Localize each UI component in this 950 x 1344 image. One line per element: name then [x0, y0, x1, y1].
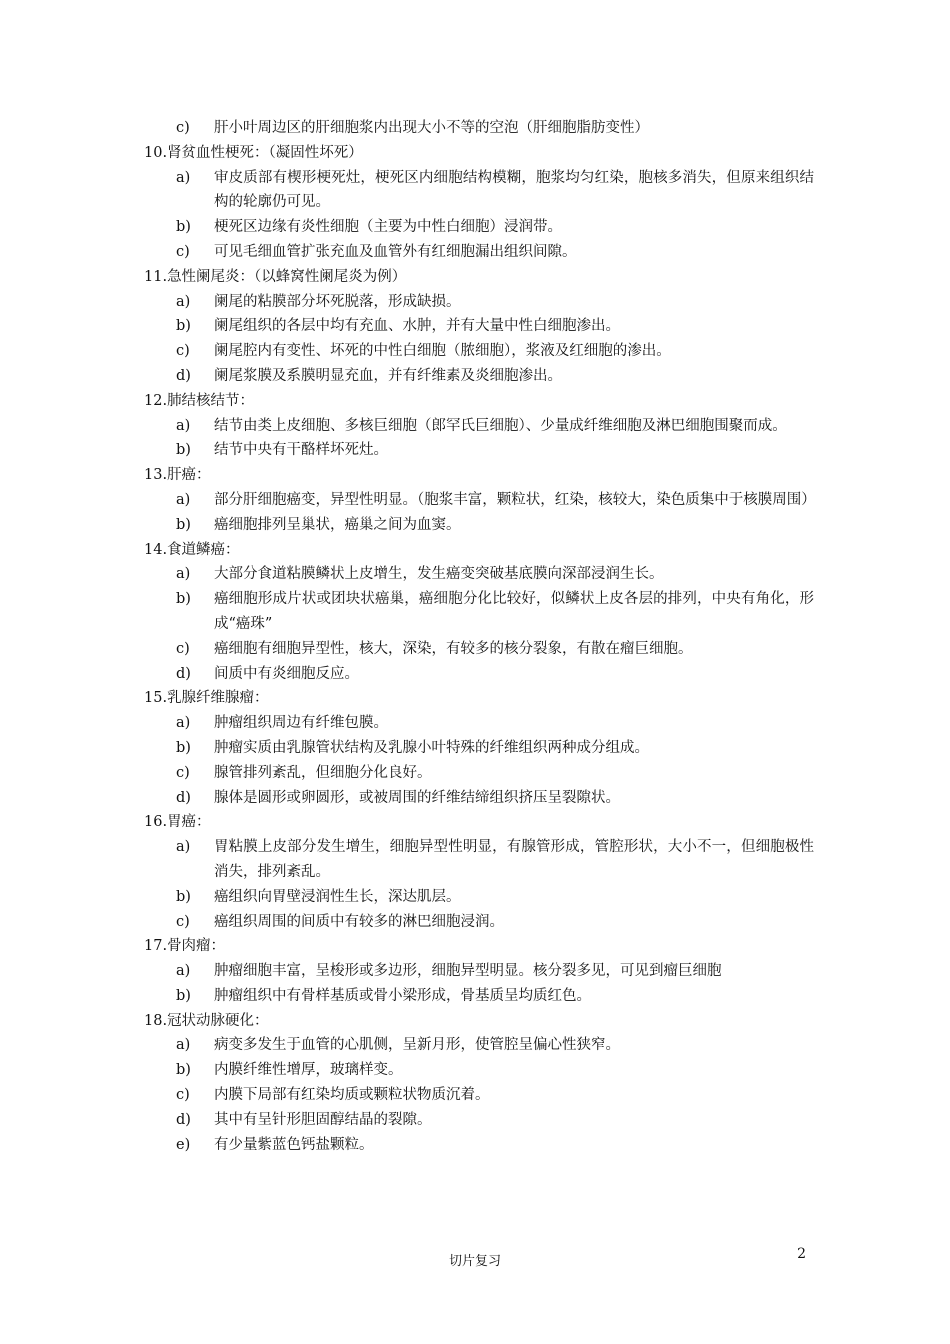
list-item: [144, 364, 814, 389]
item-text: 结节中央有干酪样坏死灶。: [214, 442, 388, 459]
item-label: a): [176, 491, 191, 508]
item-text: 阑尾组织的各层中均有充血、水肿，并有大量中性白细胞渗出。: [214, 318, 620, 335]
item-label: b): [176, 219, 191, 236]
list-item: [144, 984, 814, 1009]
item-label: b): [176, 1062, 191, 1079]
item-text: 有少量紫蓝色钙盐颗粒。: [214, 1136, 374, 1153]
item-text: 癌细胞有细胞异型性，核大，深染，有较多的核分裂象，有散在瘤巨细胞。: [214, 640, 693, 657]
item-label: a): [176, 715, 191, 732]
section-number: 16.: [144, 814, 168, 831]
item-text: 结节由类上皮细胞、多核巨细胞（郎罕氏巨细胞）、少量成纤维细胞及淋巴细胞围聚而成。: [214, 417, 787, 434]
list-item: [144, 438, 814, 463]
list-item: [144, 786, 814, 811]
section: [144, 389, 814, 463]
item-label: a): [176, 293, 191, 310]
item-label: d): [176, 367, 191, 384]
section-number: 11.: [144, 268, 168, 285]
list-item: [144, 587, 814, 637]
item-label: b): [176, 888, 191, 905]
item-text: 肿瘤组织中有骨样基质或骨小梁形成，骨基质呈均质红色。: [214, 987, 591, 1004]
section: [144, 538, 814, 687]
section-number: 10.: [144, 144, 168, 161]
section: [144, 463, 814, 537]
section-title-text: 冠状动脉硬化：: [167, 1012, 269, 1029]
item-text: 腺管排列紊乱，但细胞分化良好。: [214, 764, 432, 781]
item-label: b): [176, 442, 191, 459]
section-title-text: 乳腺纤维腺瘤：: [167, 690, 269, 707]
item-label: c): [176, 764, 190, 781]
item-text: 肿瘤组织周边有纤维包膜。: [214, 715, 388, 732]
list-item: [144, 662, 814, 687]
item-text: 内膜纤维性增厚，玻璃样变。: [214, 1062, 403, 1079]
list-item: [144, 1058, 814, 1083]
list-item: [144, 1108, 814, 1133]
section-title-text: 肾贫血性梗死：（凝固性坏死）: [167, 144, 363, 161]
list-item: [144, 290, 814, 315]
item-text: 肿瘤细胞丰富，呈梭形或多边形，细胞异型明显。核分裂多见，可见到瘤巨细胞: [214, 963, 722, 980]
section-title-text: 胃癌：: [167, 814, 211, 831]
list-item: [144, 240, 814, 265]
document-body: [144, 116, 814, 1157]
item-text: 部分肝细胞癌变，异型性明显。（胞浆丰富，颗粒状，红染，核较大，染色质集中于核膜周围）: [214, 491, 816, 508]
item-text: 间质中有炎细胞反应。: [214, 665, 359, 682]
item-text: 癌细胞排列呈巢状，癌巢之间为血窦。: [214, 516, 461, 533]
item-label: b): [176, 591, 191, 608]
list-item: [144, 339, 814, 364]
item-text: 梗死区边缘有炎性细胞（主要为中性白细胞）浸润带。: [214, 219, 562, 236]
item-text: 癌组织向胃壁浸润性生长，深达肌层。: [214, 888, 461, 905]
section-title: [144, 389, 814, 414]
item-label: a): [176, 566, 191, 583]
item-label: b): [176, 739, 191, 756]
list-item: [144, 637, 814, 662]
item-text: 内膜下局部有红染均质或颗粒状物质沉着。: [214, 1087, 490, 1104]
item-text: 肝小叶周边区的肝细胞浆内出现大小不等的空泡（肝细胞脂肪变性）: [214, 120, 649, 136]
item-label: b): [176, 516, 191, 533]
item-label: c): [176, 243, 190, 260]
item-label: a): [176, 169, 191, 186]
section: [144, 265, 814, 389]
item-text: 病变多发生于血管的心肌侧，呈新月形，使管腔呈偏心性狭窄。: [214, 1037, 620, 1054]
list-item: [144, 314, 814, 339]
section: [144, 141, 814, 265]
section: [144, 1009, 814, 1158]
item-label: d): [176, 789, 191, 806]
list-item: [144, 761, 814, 786]
list-item: [144, 835, 814, 885]
list-item: [144, 488, 814, 513]
list-item: [144, 959, 814, 984]
item-label: c): [176, 640, 190, 657]
section-title-text: 肝癌：: [167, 467, 211, 484]
item-label: c): [176, 120, 190, 136]
section-title: [144, 686, 814, 711]
item-label: e): [176, 1136, 191, 1153]
item-text: 阑尾浆膜及系膜明显充血，并有纤维素及炎细胞渗出。: [214, 367, 562, 384]
item-text: 癌细胞形成片状或团块状癌巢，癌细胞分化比较好，似鳞状上皮各层的排列，中央有角化，形成“癌珠”: [214, 591, 814, 632]
list-item: [144, 116, 814, 141]
section-number: 18.: [144, 1012, 168, 1029]
item-label: a): [176, 1037, 191, 1054]
section-number: 12.: [144, 392, 168, 409]
section-number: 14.: [144, 541, 168, 558]
list-item: [144, 414, 814, 439]
item-label: a): [176, 963, 191, 980]
list-item: [144, 1133, 814, 1158]
section-title: [144, 538, 814, 563]
list-item: [144, 736, 814, 761]
item-label: d): [176, 1111, 191, 1128]
section-title-text: 急性阑尾炎：（以蜂窝性阑尾炎为例）: [167, 268, 407, 285]
section-number: 13.: [144, 467, 168, 484]
item-label: c): [176, 913, 190, 930]
section-title-text: 骨肉瘤：: [167, 938, 226, 955]
section-number: 15.: [144, 690, 168, 707]
section: [144, 810, 814, 934]
item-text: 审皮质部有楔形梗死灶，梗死区内细胞结构模糊，胞浆均匀红染，胞核多消失，但原来组织结构的轮廓仍可见。: [214, 169, 814, 211]
list-item: [144, 166, 814, 216]
list-item: [144, 1083, 814, 1108]
section-title: [144, 1009, 814, 1034]
section-title: [144, 934, 814, 959]
section-title-text: 食道鳞癌：: [167, 541, 240, 558]
item-text: 腺体是圆形或卵圆形，或被周围的纤维结缔组织挤压呈裂隙状。: [214, 789, 620, 806]
item-label: c): [176, 343, 190, 360]
item-label: b): [176, 987, 191, 1004]
section-title: [144, 463, 814, 488]
section-title-text: 肺结核结节：: [167, 392, 255, 409]
item-label: a): [176, 417, 191, 434]
item-label: c): [176, 1087, 190, 1104]
list-item: [144, 910, 814, 935]
item-label: a): [176, 839, 191, 856]
section-title: [144, 141, 814, 166]
section: [144, 686, 814, 810]
item-text: 阑尾腔内有变性、坏死的中性白细胞（脓细胞），浆液及红细胞的渗出。: [214, 343, 671, 360]
list-item: [144, 215, 814, 240]
item-text: 大部分食道粘膜鳞状上皮增生，发生癌变突破基底膜向深部浸润生长。: [214, 566, 664, 583]
item-label: b): [176, 318, 191, 335]
page-number: 2: [797, 1246, 806, 1262]
section-title: [144, 810, 814, 835]
footer-label: 切片复习: [448, 1254, 501, 1269]
item-label: d): [176, 665, 191, 682]
item-text: 阑尾的粘膜部分坏死脱落，形成缺损。: [214, 293, 461, 310]
item-text: 癌组织周围的间质中有较多的淋巴细胞浸润。: [214, 913, 504, 930]
section-title: [144, 265, 814, 290]
item-text: 肿瘤实质由乳腺管状结构及乳腺小叶特殊的纤维组织两种成分组成。: [214, 739, 649, 756]
section: [144, 934, 814, 1008]
list-item: [144, 513, 814, 538]
list-item: [144, 885, 814, 910]
item-text: 可见毛细血管扩张充血及血管外有红细胞漏出组织间隙。: [214, 243, 577, 260]
item-text: 胃粘膜上皮部分发生增生，细胞异型性明显，有腺管形成，管腔形状，大小不一，但细胞极性消失，排列紊乱。: [214, 839, 814, 880]
section-number: 17.: [144, 938, 168, 955]
list-item: [144, 711, 814, 736]
section: [144, 116, 814, 141]
item-text: 其中有呈针形胆固醇结晶的裂隙。: [214, 1111, 432, 1128]
list-item: [144, 1033, 814, 1058]
list-item: [144, 562, 814, 587]
